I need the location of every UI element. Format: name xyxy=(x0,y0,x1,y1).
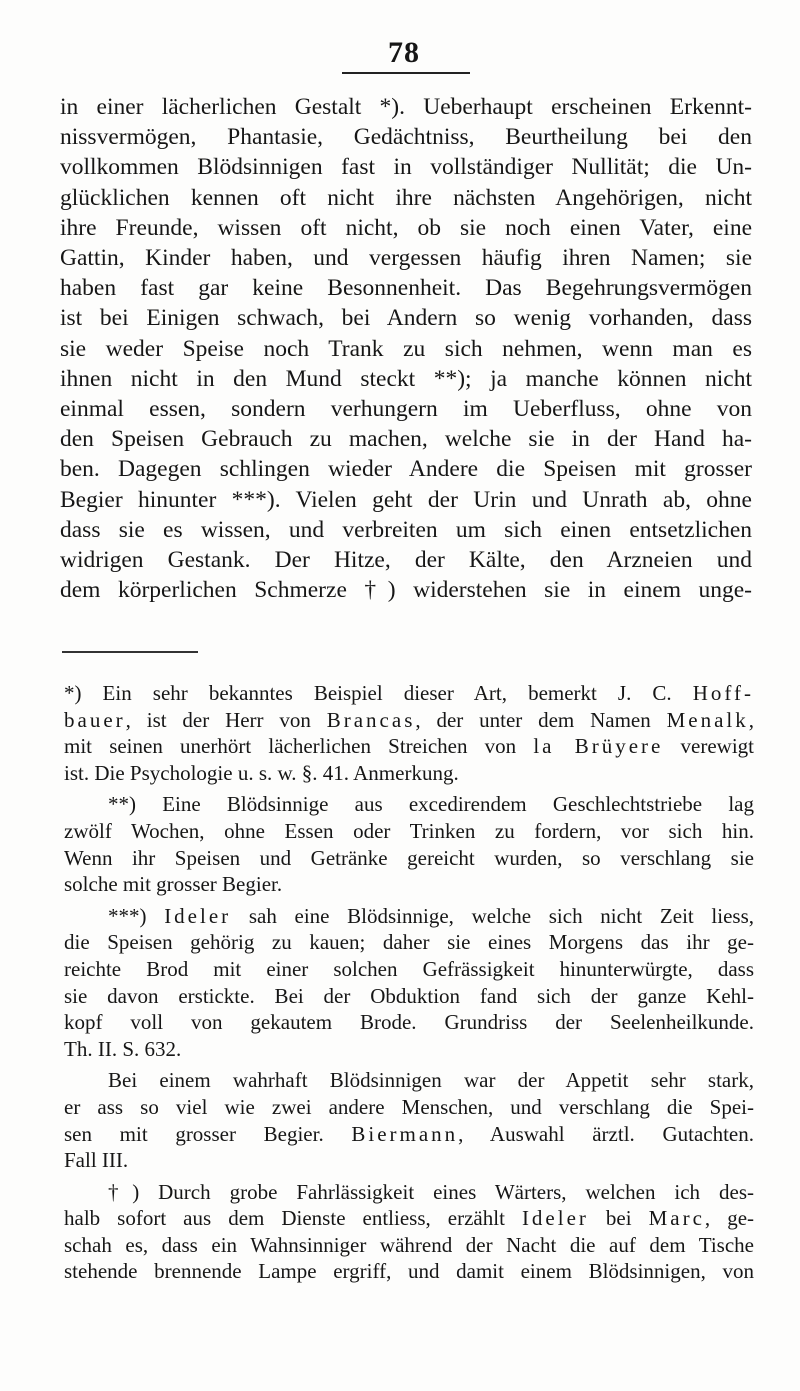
text-line: ihre Freunde, wissen oft nicht, ob sie noch einen Vater, eine xyxy=(60,214,752,241)
footnote-text: verewigt xyxy=(663,734,754,759)
text-line: dem körperlichen Schmerze †) widerstehen sie in einem unge- xyxy=(60,577,752,604)
footnote-text: halb sofort aus dem Dienste entliess, erzählt xyxy=(64,1206,522,1231)
footnote-line: Th. II. S. 632. xyxy=(64,1036,182,1061)
footnote-separator xyxy=(62,651,198,653)
author-name: Marc xyxy=(648,1206,705,1231)
footnote-line: †) Durch grobe Fahrlässigkeit eines Wärters, welchen ich des- xyxy=(108,1179,754,1204)
footnote-line: Fall III. xyxy=(64,1148,129,1173)
footnote-line xyxy=(64,1121,754,1148)
footnote-text: , ist der Herr von xyxy=(125,707,327,732)
footnote-text: bei xyxy=(588,1206,649,1231)
header-rule xyxy=(342,72,470,74)
footnote-line: reichte Brod mit einer solchen Gefrässigkeit hinunterwürgte, dass xyxy=(64,956,754,981)
text-line: widrigen Gestank. Der Hitze, der Kälte, den Arzneien und xyxy=(60,547,752,574)
footnote-text: , Auswahl ärztl. Gutachten. xyxy=(458,1121,754,1146)
text-line: vollkommen Blödsinnigen fast in vollständiger Nullität; die Un- xyxy=(60,154,752,181)
text-line: glücklichen kennen oft nicht ihre nächsten Angehörigen, nicht xyxy=(60,184,752,211)
footnote-line xyxy=(64,733,754,760)
text-line: den Speisen Gebrauch zu machen, welche sie in der Hand ha- xyxy=(60,426,752,453)
footnote-line xyxy=(64,1205,754,1232)
text-line: Begier hinunter ***). Vielen geht der Urin und Unrath ab, ohne xyxy=(60,486,752,513)
text-line: einmal essen, sondern verhungern im Ueberfluss, ohne von xyxy=(60,396,752,423)
footnote-line: ist. Die Psychologie u. s. w. §. 41. Anmerkung. xyxy=(64,760,459,785)
text-line: ihnen nicht in den Mund steckt **); ja manche können nicht xyxy=(60,365,752,392)
footnote-line: Wenn ihr Speisen und Getränke gereicht wurden, so verschlang sie xyxy=(64,845,754,870)
footnote-line: zwölf Wochen, ohne Essen oder Trinken zu fordern, vor sich hin. xyxy=(64,818,754,843)
author-name: Ideler xyxy=(164,903,232,928)
text-line: ben. Dagegen schlingen wieder Andere die Speisen mit grosser xyxy=(60,456,752,483)
footnote-line xyxy=(64,680,754,707)
footnote-text: , der unter dem Namen xyxy=(415,707,667,732)
footnote-line: kopf voll von gekautem Brode. Grundriss der Seelenheilkunde. xyxy=(64,1010,754,1035)
footnote-text: mit seinen unerhört lächerlichen Streichen von xyxy=(64,734,534,759)
text-line: dass sie es wissen, und verbreiten um sich einen entsetzlichen xyxy=(60,516,752,543)
footnote-line: sie davon erstickte. Bei der Obduktion fand sich der ganze Kehl- xyxy=(64,983,754,1008)
footnote-line: solche mit grosser Begier. xyxy=(64,872,283,897)
text-line: Gattin, Kinder haben, und vergessen häufig ihren Namen; sie xyxy=(60,245,752,272)
footnote-line xyxy=(64,707,754,734)
page-number: 78 xyxy=(388,36,420,69)
footnote-text: sen mit grosser Begier. xyxy=(64,1121,352,1146)
footnote-text: , ge- xyxy=(704,1206,755,1231)
text-line: sie weder Speise noch Trank zu sich nehmen, wenn man es xyxy=(60,335,752,362)
footnote-line: er ass so viel wie zwei andere Menschen, und verschlang die Spei- xyxy=(64,1094,754,1119)
author-name: Hoff- xyxy=(692,681,754,705)
text-line: nissvermögen, Phantasie, Gedächtniss, Beurtheilung bei den xyxy=(60,124,752,151)
footnote-text: , xyxy=(748,707,754,732)
author-name: la Brüyere xyxy=(533,734,664,759)
author-name: Biermann xyxy=(351,1121,459,1146)
text-line: in einer lächerlichen Gestalt *). Ueberhaupt erscheinen Erkennt- xyxy=(60,94,752,120)
footnote-line: schah es, dass ein Wahnsinniger während der Nacht die auf dem Tische xyxy=(64,1232,754,1257)
footnote-text: ***) xyxy=(108,903,165,928)
main-text xyxy=(60,92,752,605)
footnotes xyxy=(64,680,754,1285)
footnote-line: Bei einem wahrhaft Blödsinnigen war der Appetit sehr stark, xyxy=(108,1068,754,1093)
author-name: Ideler xyxy=(521,1206,589,1231)
footnote-text: sah eine Blödsinnige, welche sich nicht Zeit liess, xyxy=(231,903,755,928)
footnote-text: *) Ein sehr bekanntes Beispiel dieser Art, bemerkt J. C. xyxy=(64,681,693,705)
footnote-line: **) Eine Blödsinnige aus excedirendem Geschlechtstriebe lag xyxy=(108,792,754,817)
footnote-line: die Speisen gehörig zu kauen; daher sie eines Morgens das ihr ge- xyxy=(64,930,754,955)
footnote-line xyxy=(64,903,754,930)
person-name: Menalk xyxy=(666,707,749,732)
author-name: bauer xyxy=(64,707,126,732)
text-line: haben fast gar keine Besonnenheit. Das Begehrungsvermögen xyxy=(60,275,752,302)
text-line: ist bei Einigen schwach, bei Andern so wenig vorhanden, dass xyxy=(60,305,752,332)
person-name: Brancas xyxy=(326,707,416,732)
footnote-line: stehende brennende Lampe ergriff, und damit einem Blödsinnigen, von xyxy=(64,1259,754,1284)
